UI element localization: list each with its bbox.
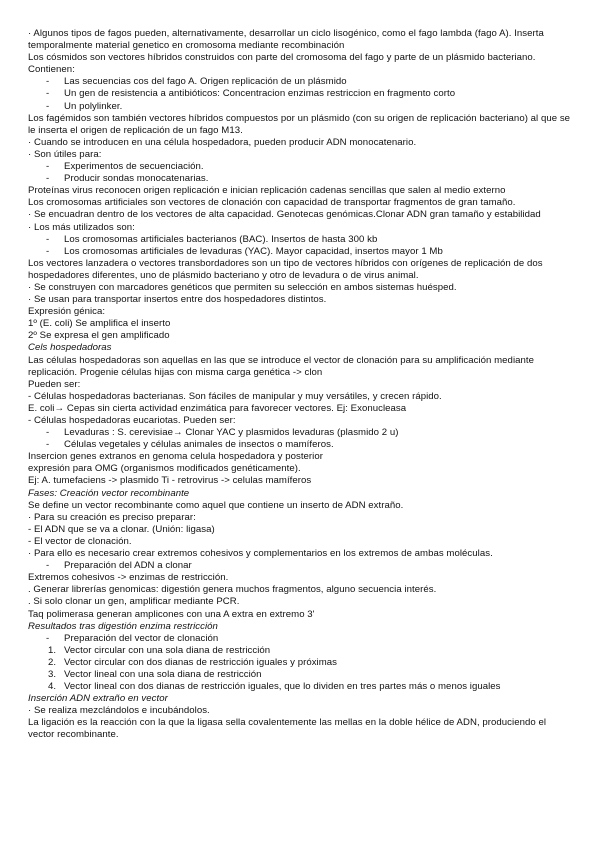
paragraph-line: Expresión génica: xyxy=(28,306,106,318)
list-item-text: Un polylinker. xyxy=(64,100,123,112)
paragraph-line: · Se encuadran dentro de los vectores de alta capacidad. Genotecas genómicas.Clonar ADN gran tamaño y estabilidad xyxy=(28,209,541,221)
paragraph-line: . Si solo clonar un gen, amplificar mediante PCR. xyxy=(28,596,240,608)
list-item-text: Un gen de resistencia a antibióticos: Concentracion enzimas restriccion en fragmento corto xyxy=(64,88,456,100)
paragraph-line: · Son útiles para: xyxy=(28,148,102,160)
paragraph-line: · Se usan para transportar insertos entre dos hospedadores distintos. xyxy=(28,294,327,306)
list-item-text: Los cromosomas artificiales de levaduras (YAC). Mayor capacidad, insertos mayor 1 Mb xyxy=(64,245,443,257)
list-marker: - xyxy=(46,76,50,88)
numbered-item xyxy=(28,645,574,657)
document-page xyxy=(28,28,574,742)
list-marker: - xyxy=(46,88,50,100)
paragraph-line: expresión para OMG (organismos modificados genéticamente). xyxy=(28,463,301,475)
paragraph-line: - El vector de clonación. xyxy=(28,535,132,547)
paragraph-line: Los fagémidos son también vectores híbridos compuestos por un plásmido (con su origen de replicación bacteriano) al que se le inserta el origen de replicación de un fago M13. xyxy=(28,112,571,136)
paragraph-line: - Células hospedadoras eucariotas. Pueden ser: xyxy=(28,415,236,426)
paragraph-line: Los cósmidos son vectores híbridos construidos con parte del cromosoma del fago y parte de un plásmido bacteriano. Contienen: xyxy=(28,52,536,76)
list-item-text: Vector circular con una sola diana de restricción xyxy=(64,644,271,656)
bullet-item xyxy=(28,173,574,185)
paragraph-line: · Algunos tipos de fagos pueden, alternativamente, desarrollar un ciclo lisogénico, como el fago lambda (fago A). Inserta temporalmente material genetico en cromosoma mediante recombinación xyxy=(28,28,544,52)
paragraph-line: · Para ello es necesario crear extremos cohesivos y complementarios en los extremos de ambas moléculas. xyxy=(28,548,493,560)
list-item-text: Las secuencias cos del fago A. Origen replicación de un plásmido xyxy=(64,76,347,88)
paragraph-line: La ligación es la reacción con la que la ligasa sella covalentemente las mellas en la doble hélice de ADN, produciendo el vector recombinante. xyxy=(28,717,547,741)
paragraph-line: · Se realiza mezclándolos e incubándolos. xyxy=(28,705,210,717)
list-marker: - xyxy=(46,161,50,173)
bullet-item xyxy=(28,76,574,88)
paragraph-line: Ej: A. tumefaciens -> plasmido Ti - retrovirus -> celulas mamíferos xyxy=(28,475,312,487)
paragraph-line: · Cuando se introducen en una célula hospedadora, pueden producir ADN monocatenario. xyxy=(28,136,417,148)
paragraph-line: · Se construyen con marcadores genéticos que permiten su selección en ambos sistemas huésped. xyxy=(28,281,457,293)
paragraph-line: Insercion genes extranos en genoma celula hospedadora y posterior xyxy=(28,451,323,463)
bullet-item xyxy=(28,101,574,113)
list-item-text: Producir sondas monocatenarias. xyxy=(64,173,209,185)
list-item-text: Células vegetales y células animales de insectos o mamíferos. xyxy=(64,439,334,451)
paragraph-line: Los vectores lanzadera o vectores transbordadores son un tipo de vectores híbridos con orígenes de replicación de dos hospedadores diferentes, uno de plásmido bacteriano y otro de levadura o de virus animal. xyxy=(28,257,543,281)
list-item-text: Vector lineal con una sola diana de restricción xyxy=(64,668,262,680)
list-marker: - xyxy=(46,427,50,439)
list-item-text: Preparación del vector de clonación xyxy=(64,632,219,644)
numbered-item xyxy=(28,657,574,669)
list-marker: - xyxy=(46,439,50,451)
list-marker: 2. xyxy=(48,656,57,668)
bullet-item xyxy=(28,439,574,451)
paragraph-line: 1º (E. coli) Se amplifica el inserto xyxy=(28,318,171,330)
paragraph-line: · Para su creación es preciso preparar: xyxy=(28,511,196,523)
list-item-text: Experimentos de secuenciación. xyxy=(64,161,204,173)
section-heading: Inserción ADN extraño en vector xyxy=(28,693,168,705)
list-item-text: Levaduras : S. cerevisiae→ Clonar YAC y plasmidos levaduras (plasmido 2 u) xyxy=(64,427,399,439)
list-item-text: Vector lineal con dos dianas de restricción iguales, que lo dividen en tres partes más o menos iguales xyxy=(64,681,501,693)
list-item-text: Vector circular con dos dianas de restricción iguales y próximas xyxy=(64,656,338,668)
list-marker: - xyxy=(46,632,50,644)
list-item-text: Preparación del ADN a clonar xyxy=(64,560,192,572)
numbered-item xyxy=(28,669,574,681)
list-marker: - xyxy=(46,233,50,245)
section-heading: Fases: Creación vector recombinante xyxy=(28,487,190,499)
paragraph-line: - Células hospedadoras bacterianas. Son fáciles de manipular y muy versátiles, y crecen rápido. xyxy=(28,390,442,402)
paragraph-line: 2º Se expresa el gen amplificado xyxy=(28,330,170,342)
bullet-item xyxy=(28,246,574,258)
paragraph-line: - El ADN que se va a clonar. (Unión: ligasa) xyxy=(28,523,215,535)
bullet-item xyxy=(28,633,574,645)
list-marker: - xyxy=(46,100,50,112)
section-heading: Resultados tras digestión enzima restricción xyxy=(28,620,218,632)
paragraph-line: Taq polimerasa generan amplicones con una A extra en extremo 3' xyxy=(28,608,315,620)
section-heading: Cels hospedadoras xyxy=(28,342,112,354)
paragraph-line: . Generar librerías genomicas: digestión genera muchos fragmentos, alguno secuencia interés. xyxy=(28,584,437,596)
list-marker: 4. xyxy=(48,681,57,693)
paragraph-line: E. coli→ Cepas sin cierta actividad enzimática para favorecer vectores. Ej: Exonucleasa xyxy=(28,402,407,414)
list-marker: - xyxy=(46,173,50,185)
list-item-text: Los cromosomas artificiales bacterianos (BAC). Insertos de hasta 300 kb xyxy=(64,233,378,245)
paragraph-line: Las células hospedadoras son aquellas en las que se introduce el vector de clonación para su amplificación mediante replicación. Progenie células hijas con misma carga genética -> clon xyxy=(28,354,535,378)
bullet-item xyxy=(28,161,574,173)
bullet-item xyxy=(28,427,574,439)
list-marker: 1. xyxy=(48,644,57,656)
paragraph-line: Los cromosomas artificiales son vectores de clonación con capacidad de transportar fragmentos de gran tamaño. xyxy=(28,197,516,209)
bullet-item xyxy=(28,234,574,246)
bullet-item xyxy=(28,88,574,100)
paragraph-line: · Los más utilizados son: xyxy=(28,221,135,233)
list-marker: 3. xyxy=(48,668,57,680)
paragraph-line: Extremos cohesivos -> enzimas de restricción. xyxy=(28,572,229,584)
paragraph-line: Pueden ser: xyxy=(28,378,81,390)
paragraph-line: Proteínas virus reconocen origen replicación e inician replicación cadenas sencillas que salen al medio externo xyxy=(28,185,506,197)
list-marker: - xyxy=(46,560,50,572)
bullet-item xyxy=(28,560,574,572)
list-marker: - xyxy=(46,245,50,257)
numbered-item xyxy=(28,681,574,693)
paragraph-line: Se define un vector recombinante como aquel que contiene un inserto de ADN extraño. xyxy=(28,499,404,511)
